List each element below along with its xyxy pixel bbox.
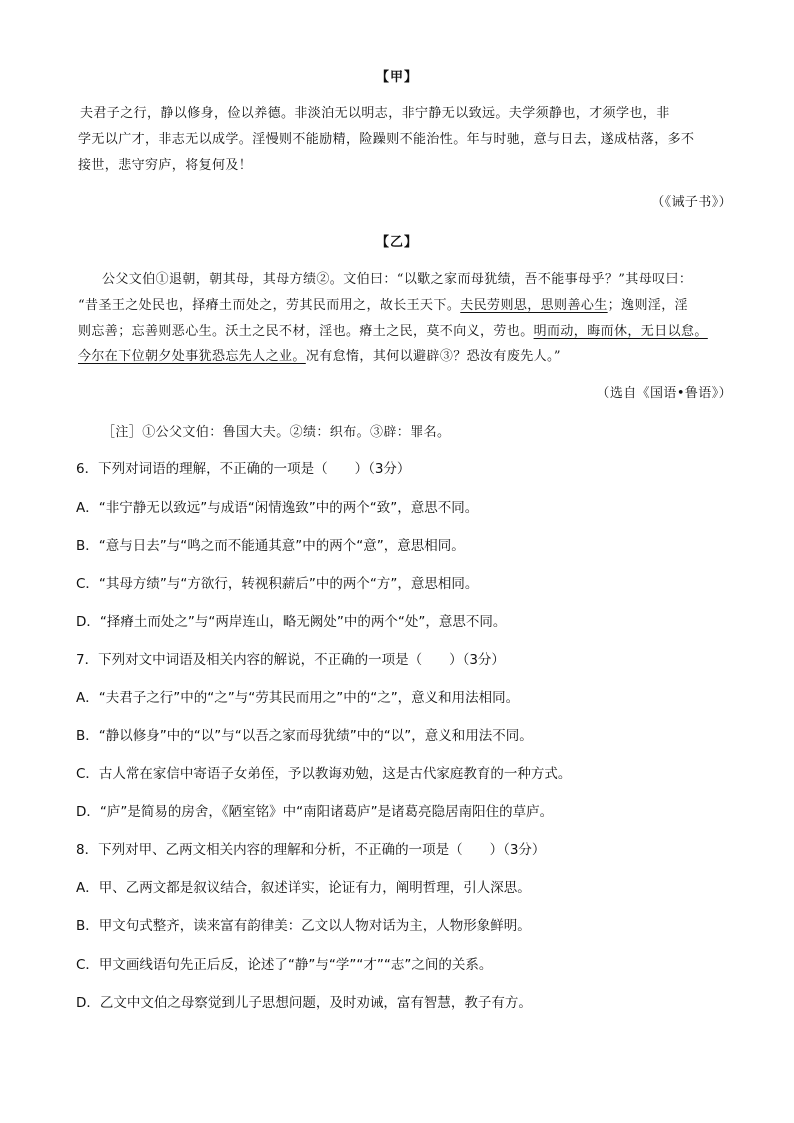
passage-yi-line-2-c: ；逸则淫，淫 <box>607 298 689 313</box>
question-6-option-c: C．“其母方绩”与“方欲行，转视积薪后”中的两个“方”，意思相同。 <box>76 576 479 592</box>
question-6-option-b: B．“意与日去”与“鸣之而不能通其意”中的两个“意”，意思相同。 <box>76 538 465 554</box>
passage-jia-source: （《诫子书》） <box>651 195 732 210</box>
underlined-sentence-3: 今尔在下位朝夕处事犹恐忘先人之业。 <box>78 349 306 364</box>
passage-yi-line-3-a: 则忘善；忘善则恶心生。沃土之民不材，淫也。瘠土之民，莫不向义，劳也。 <box>78 324 534 339</box>
question-6-stem: 6．下列对词语的理解，不正确的一项是（ ）（3分） <box>76 461 411 477</box>
annotation-note: ［注］①公父文伯：鲁国大夫。②绩：织布。③辟：罪名。 <box>102 425 451 440</box>
question-7-stem: 7．下列对文中词语及相关内容的解说，不正确的一项是（ ）（3分） <box>76 652 505 668</box>
question-8-option-c: C．甲文画线语句先正后反，论述了“静”与“学”“才”“志”之间的关系。 <box>76 957 493 973</box>
question-7-option-b: B．“静以修身”中的“以”与“以吾之家而母犹绩”中的“以”，意义和用法不同。 <box>76 728 533 744</box>
question-8-option-d: D．乙文中文伯之母察觉到儿子思想问题，及时劝诫，富有智慧，教子有方。 <box>76 995 532 1011</box>
question-8-stem: 8．下列对甲、乙两文相关内容的理解和分析，不正确的一项是（ ）（3分） <box>76 842 546 858</box>
question-8-option-a: A．甲、乙两文都是叙议结合，叙述详实，论证有力，阐明哲理，引人深思。 <box>76 880 531 896</box>
underlined-sentence-1: 夫民劳则思，思则善心生 <box>460 298 608 313</box>
question-7-option-a: A．“夫君子之行”中的“之”与“劳其民而用之”中的“之”，意义和用法相同。 <box>76 690 520 706</box>
passage-yi-title: 【乙】 <box>375 235 418 250</box>
passage-yi-line-4-b: 况有怠惰，其何以避辟③？恐汝有废先人。” <box>305 349 561 364</box>
question-8-option-b: B．甲文句式整齐，读来富有韵律美：乙文以人物对话为主，人物形象鲜明。 <box>76 918 531 934</box>
question-6-option-d: D．“择瘠土而处之”与“两岸连山，略无阙处”中的两个“处”，意思不同。 <box>76 614 507 630</box>
passage-jia-line-3: 接世，悲守穷庐，将复何及！ <box>78 158 253 173</box>
passage-jia-title: 【甲】 <box>375 70 418 85</box>
passage-yi-line-1: 公父文伯①退朝，朝其母，其母方绩②。文伯曰：“以歜之家而母犹绩，吾不能事母乎？”其母叹曰： <box>102 272 693 287</box>
passage-yi-line-2-a: “昔圣王之处民也，择瘠土而处之，劳其民而用之，故长王天下。 <box>78 298 461 313</box>
passage-yi-line-3 <box>78 320 728 339</box>
passage-jia-line-1: 夫君子之行，静以修身，俭以养德。非淡泊无以明志，非宁静无以致远。夫学须静也，才须学也，非 <box>80 106 670 121</box>
question-6-option-a: A．“非宁静无以致远”与成语“闲情逸致”中的两个“致”，意思不同。 <box>76 500 479 516</box>
question-7-option-c: C．古人常在家信中寄语子女弟侄，予以教诲劝勉，这是古代家庭教育的一种方式。 <box>76 766 572 782</box>
passage-yi-source: （选自《国语•鲁语》） <box>596 386 732 401</box>
passage-yi-line-2 <box>78 294 728 313</box>
passage-jia-line-2: 学无以广才，非志无以成学。淫慢则不能励精，险躁则不能治性。年与时驰，意与日去，遂成枯落，多不 <box>78 132 695 147</box>
underlined-sentence-2: 明而动，晦而休，无日以怠。 <box>533 324 708 339</box>
passage-yi-line-4 <box>78 345 728 364</box>
question-7-option-d: D．“庐”是简易的房舍，《陋室铭》中“南阳诸葛庐”是诸葛亮隐居南阳住的草庐。 <box>76 804 554 820</box>
